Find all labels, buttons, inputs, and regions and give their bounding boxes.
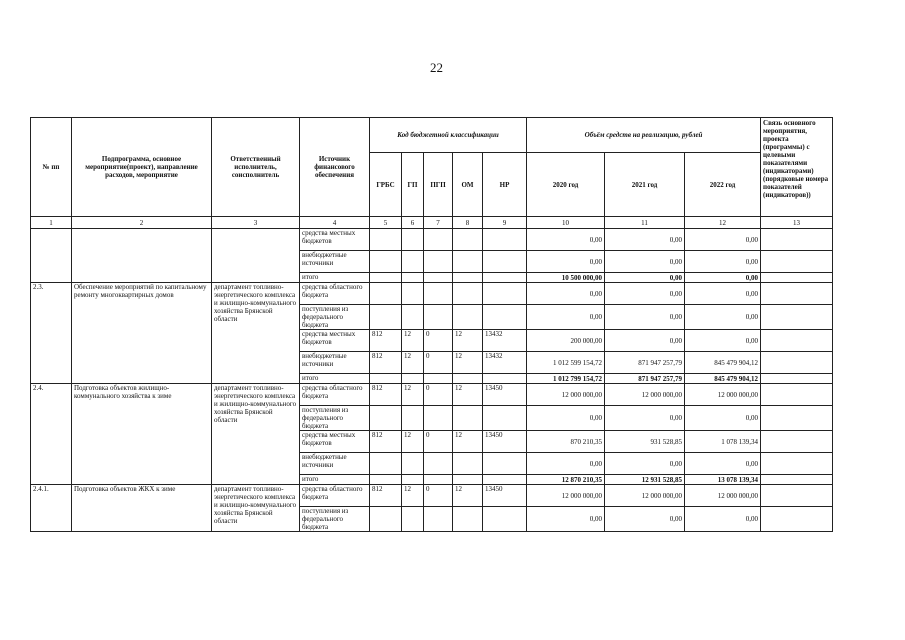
amount-y2021: 12 000 000,00 (605, 384, 685, 406)
code-grbs (370, 283, 402, 305)
indicator-link-cell (761, 283, 833, 305)
measure-name: Подготовка объектов ЖКХ к зиме (72, 485, 212, 532)
amount-y2021: 0,00 (605, 330, 685, 352)
code-pgp (424, 507, 453, 532)
code-pgp: 0 (424, 352, 453, 374)
code-pgp (424, 406, 453, 431)
amount-y2020: 1 012 799 154,72 (527, 374, 605, 384)
amount-y2020: 12 870 210,35 (527, 475, 605, 485)
code-np (483, 507, 527, 532)
amount-y2020: 12 000 000,00 (527, 384, 605, 406)
header-pgp: ПГП (424, 153, 453, 217)
header-2022: 2022 год (685, 153, 761, 217)
column-index-cell: 6 (402, 217, 424, 229)
header-subprogram: Подпрограмма, основное мероприятие(проект), направление расходов, мероприятие (72, 118, 212, 217)
funding-source: поступления из федерального бюджета (300, 507, 370, 532)
indicator-link-cell (761, 352, 833, 374)
column-index-cell: 5 (370, 217, 402, 229)
amount-y2020: 0,00 (527, 305, 605, 330)
measure-name: Обеспечение мероприятий по капитальному ремонту многоквартирных домов (72, 283, 212, 384)
header-volume: Объём средств на реализацию, рублей (527, 118, 761, 153)
code-om (453, 229, 483, 251)
code-gp (402, 475, 424, 485)
amount-y2022: 0,00 (685, 507, 761, 532)
code-grbs: 812 (370, 330, 402, 352)
amount-y2020: 1 012 599 154,72 (527, 352, 605, 374)
code-gp (402, 229, 424, 251)
header-2020: 2020 год (527, 153, 605, 217)
code-pgp: 0 (424, 330, 453, 352)
code-gp: 12 (402, 431, 424, 453)
code-gp (402, 251, 424, 273)
code-pgp: 0 (424, 485, 453, 507)
header-indicator-link: Связь основного мероприятия, проекта (программы) с целевыми показателями (индикаторами) (порядковые номера показателей (индикаторов)) (761, 118, 833, 217)
code-gp: 12 (402, 330, 424, 352)
code-pgp (424, 374, 453, 384)
column-index-row (31, 217, 833, 229)
funding-source: итого (300, 273, 370, 283)
amount-y2022: 13 078 139,34 (685, 475, 761, 485)
column-index-cell: 1 (31, 217, 72, 229)
funding-source: средства местных бюджетов (300, 229, 370, 251)
code-np (483, 273, 527, 283)
page-number: 22 (430, 60, 443, 75)
code-om (453, 406, 483, 431)
code-grbs (370, 305, 402, 330)
amount-y2021: 0,00 (605, 251, 685, 273)
code-om (453, 374, 483, 384)
amount-y2020: 10 500 000,00 (527, 273, 605, 283)
code-pgp (424, 305, 453, 330)
responsible-executor (212, 229, 300, 283)
code-gp (402, 374, 424, 384)
code-np (483, 229, 527, 251)
indicator-link-cell (761, 507, 833, 532)
amount-y2021: 931 528,85 (605, 431, 685, 453)
code-grbs (370, 453, 402, 475)
row-number: 2.4.1. (31, 485, 72, 532)
code-np: 13432 (483, 352, 527, 374)
code-om (453, 273, 483, 283)
header-om: ОМ (453, 153, 483, 217)
amount-y2022: 1 078 139,34 (685, 431, 761, 453)
code-np: 13450 (483, 384, 527, 406)
code-pgp: 0 (424, 431, 453, 453)
code-gp (402, 406, 424, 431)
header-no: № пп (31, 118, 72, 217)
amount-y2021: 871 947 257,79 (605, 352, 685, 374)
amount-y2022: 845 479 904,12 (685, 374, 761, 384)
amount-y2020: 0,00 (527, 283, 605, 305)
code-np (483, 453, 527, 475)
amount-y2021: 12 931 528,85 (605, 475, 685, 485)
column-index-cell: 10 (527, 217, 605, 229)
budget-table (30, 117, 833, 532)
code-om (453, 453, 483, 475)
code-np (483, 305, 527, 330)
code-np: 13432 (483, 330, 527, 352)
code-np: 13450 (483, 431, 527, 453)
amount-y2022: 12 000 000,00 (685, 485, 761, 507)
column-index-cell: 13 (761, 217, 833, 229)
table-row (31, 229, 833, 251)
code-grbs (370, 507, 402, 532)
funding-source: итого (300, 475, 370, 485)
code-om: 12 (453, 330, 483, 352)
table-body (31, 229, 833, 532)
amount-y2021: 0,00 (605, 453, 685, 475)
responsible-executor: департамент топливно-энергетического комплекса и жилищно-коммунального хозяйства Брянской области (212, 283, 300, 384)
indicator-link-cell (761, 475, 833, 485)
funding-source: внебюджетные источники (300, 352, 370, 374)
indicator-link-cell (761, 384, 833, 406)
row-number: 2.3. (31, 283, 72, 384)
code-gp (402, 453, 424, 475)
amount-y2021: 0,00 (605, 283, 685, 305)
header-responsible: Ответственный исполнитель, соисполнитель (212, 118, 300, 217)
funding-source: итого (300, 374, 370, 384)
code-grbs (370, 406, 402, 431)
code-grbs: 812 (370, 485, 402, 507)
code-grbs (370, 229, 402, 251)
funding-source: средства областного бюджета (300, 384, 370, 406)
column-index-cell: 4 (300, 217, 370, 229)
funding-source: средства областного бюджета (300, 485, 370, 507)
code-om (453, 251, 483, 273)
indicator-link-cell (761, 485, 833, 507)
code-np (483, 283, 527, 305)
code-om (453, 475, 483, 485)
code-pgp (424, 273, 453, 283)
code-pgp (424, 453, 453, 475)
code-gp: 12 (402, 384, 424, 406)
row-number (31, 229, 72, 283)
funding-source: внебюджетные источники (300, 453, 370, 475)
amount-y2021: 871 947 257,79 (605, 374, 685, 384)
code-om: 12 (453, 485, 483, 507)
code-np (483, 475, 527, 485)
header-grbs: ГРБС (370, 153, 402, 217)
row-number: 2.4. (31, 384, 72, 485)
code-pgp (424, 229, 453, 251)
amount-y2021: 0,00 (605, 305, 685, 330)
code-pgp (424, 283, 453, 305)
funding-source: средства местных бюджетов (300, 431, 370, 453)
amount-y2022: 0,00 (685, 330, 761, 352)
code-grbs: 812 (370, 352, 402, 374)
amount-y2022: 12 000 000,00 (685, 384, 761, 406)
header-np: НР (483, 153, 527, 217)
code-pgp (424, 475, 453, 485)
code-om (453, 305, 483, 330)
amount-y2020: 870 210,35 (527, 431, 605, 453)
amount-y2020: 0,00 (527, 507, 605, 532)
code-grbs (370, 251, 402, 273)
amount-y2020: 0,00 (527, 406, 605, 431)
amount-y2021: 0,00 (605, 229, 685, 251)
funding-source: внебюджетные источники (300, 251, 370, 273)
measure-name (72, 229, 212, 283)
indicator-link-cell (761, 305, 833, 330)
amount-y2020: 12 000 000,00 (527, 485, 605, 507)
funding-source: средства местных бюджетов (300, 330, 370, 352)
amount-y2022: 0,00 (685, 251, 761, 273)
code-om (453, 283, 483, 305)
code-gp (402, 283, 424, 305)
header-source: Источник финансового обеспечения (300, 118, 370, 217)
column-index-cell: 9 (483, 217, 527, 229)
indicator-link-cell (761, 406, 833, 431)
header-2021: 2021 год (605, 153, 685, 217)
funding-source: средства областного бюджета (300, 283, 370, 305)
code-om: 12 (453, 431, 483, 453)
code-pgp (424, 251, 453, 273)
code-gp (402, 305, 424, 330)
amount-y2022: 0,00 (685, 229, 761, 251)
code-np (483, 251, 527, 273)
indicator-link-cell (761, 273, 833, 283)
column-index-cell: 2 (72, 217, 212, 229)
amount-y2022: 845 479 904,12 (685, 352, 761, 374)
amount-y2020: 0,00 (527, 251, 605, 273)
amount-y2022: 0,00 (685, 453, 761, 475)
code-pgp: 0 (424, 384, 453, 406)
amount-y2021: 0,00 (605, 507, 685, 532)
column-index-cell: 11 (605, 217, 685, 229)
amount-y2022: 0,00 (685, 273, 761, 283)
table-row (31, 283, 833, 305)
column-index-cell: 8 (453, 217, 483, 229)
indicator-link-cell (761, 251, 833, 273)
code-grbs (370, 374, 402, 384)
indicator-link-cell (761, 229, 833, 251)
code-grbs (370, 273, 402, 283)
column-index-cell: 7 (424, 217, 453, 229)
code-gp: 12 (402, 352, 424, 374)
amount-y2022: 0,00 (685, 406, 761, 431)
code-gp (402, 273, 424, 283)
header-budget-code: Код бюджетной классификации (370, 118, 527, 153)
indicator-link-cell (761, 330, 833, 352)
measure-name: Подготовка объектов жилищно-коммунального хозяйства к зиме (72, 384, 212, 485)
amount-y2021: 0,00 (605, 406, 685, 431)
indicator-link-cell (761, 431, 833, 453)
header-gp: ГП (402, 153, 424, 217)
column-index-cell: 3 (212, 217, 300, 229)
amount-y2022: 0,00 (685, 283, 761, 305)
amount-y2021: 0,00 (605, 273, 685, 283)
code-np: 13450 (483, 485, 527, 507)
responsible-executor: департамент топливно-энергетического комплекса и жилищно-коммунального хозяйства Брянской области (212, 384, 300, 485)
column-index-cell: 12 (685, 217, 761, 229)
indicator-link-cell (761, 453, 833, 475)
code-np (483, 374, 527, 384)
code-grbs: 812 (370, 384, 402, 406)
code-om (453, 507, 483, 532)
amount-y2020: 200 000,00 (527, 330, 605, 352)
code-gp (402, 507, 424, 532)
funding-source: поступления из федерального бюджета (300, 305, 370, 330)
funding-source: поступления из федерального бюджета (300, 406, 370, 431)
responsible-executor: департамент топливно-энергетического комплекса и жилищно-коммунального хозяйства Брянской области (212, 485, 300, 532)
code-np (483, 406, 527, 431)
table-row (31, 384, 833, 406)
code-gp: 12 (402, 485, 424, 507)
amount-y2021: 12 000 000,00 (605, 485, 685, 507)
amount-y2020: 0,00 (527, 229, 605, 251)
code-om: 12 (453, 352, 483, 374)
indicator-link-cell (761, 374, 833, 384)
amount-y2020: 0,00 (527, 453, 605, 475)
code-grbs (370, 475, 402, 485)
table-row (31, 485, 833, 507)
amount-y2022: 0,00 (685, 305, 761, 330)
code-om: 12 (453, 384, 483, 406)
code-grbs: 812 (370, 431, 402, 453)
